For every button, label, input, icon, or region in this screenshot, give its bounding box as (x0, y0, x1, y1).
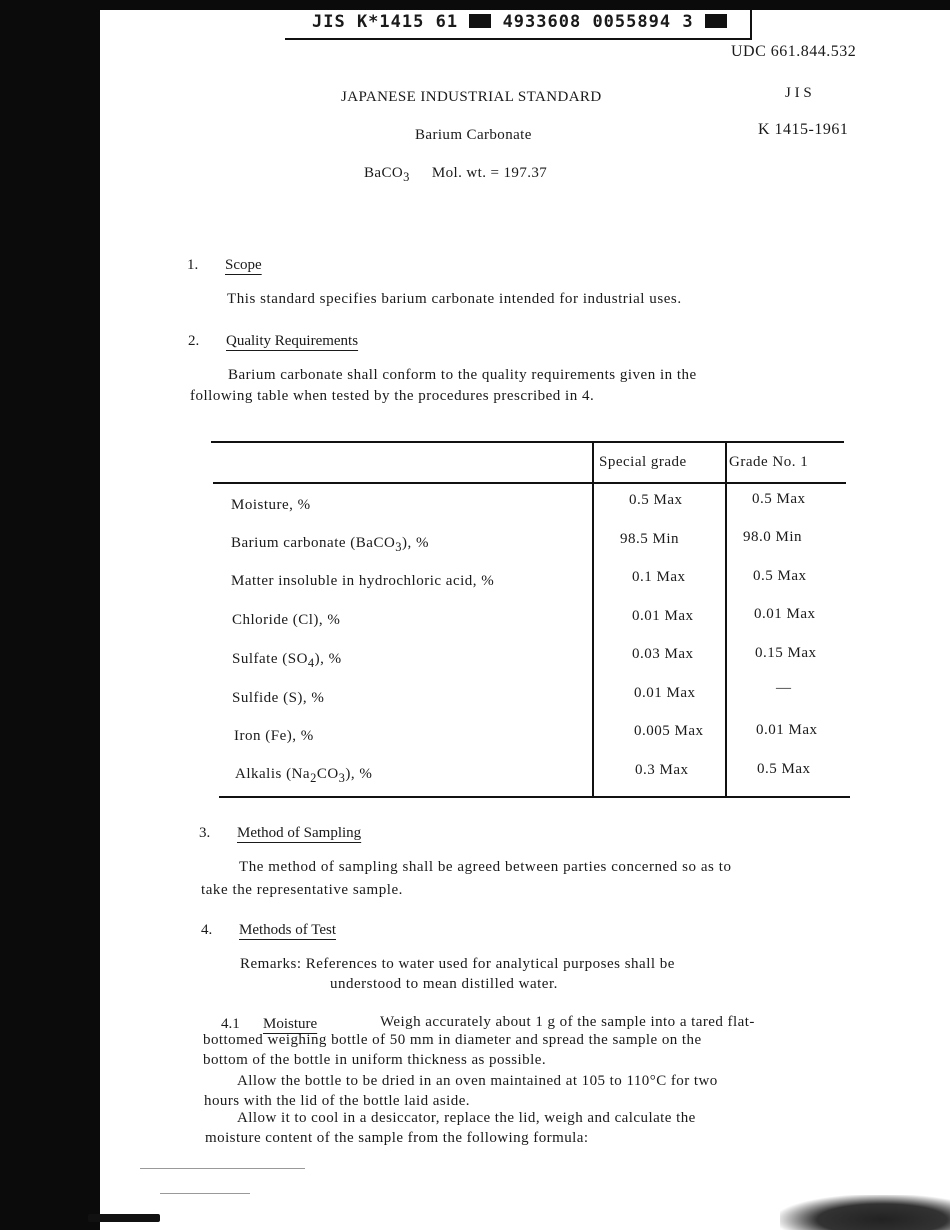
moisture-text-line: bottomed weighing bottle of 50 mm in diameter and spread the sample on the (203, 1032, 702, 1048)
quality-text-line: Barium carbonate shall conform to the quality requirements given in the (228, 367, 697, 383)
remarks-line: Remarks: References to water used for analytical purposes shall be (240, 956, 675, 972)
section-number: 4. (201, 922, 213, 938)
document-subtitle: Barium Carbonate (415, 127, 532, 143)
table-row-label: Alkalis $(Na_2CO_3)$, % (235, 766, 373, 785)
moisture-text-line: Weigh accurately about 1 g of the sample into a tared flat- (380, 1014, 755, 1030)
moisture-text-line: Allow it to cool in a desiccator, replace the lid, weigh and calculate the (237, 1110, 696, 1126)
table-cell-grade1: — (776, 680, 792, 696)
table-row-label: Barium carbonate (BaCO$_3$), % (231, 535, 430, 554)
formula-subscript: 3 (403, 170, 410, 184)
table-cell-grade1: 0.5 Max (757, 761, 811, 777)
table-divider (592, 441, 594, 796)
table-cell-special: 0.1 Max (632, 569, 686, 585)
table-cell-grade1: 0.5 Max (753, 568, 807, 584)
moisture-text-line: bottom of the bottle in uniform thickness as possible. (203, 1052, 547, 1068)
faint-scan-line (160, 1193, 250, 1194)
chemical-formula (364, 165, 547, 185)
scan-mark (88, 1214, 160, 1222)
udc-number: UDC 661.844.532 (731, 43, 857, 60)
scan-border-top (100, 0, 950, 10)
moisture-text-line: moisture content of the sample from the following formula: (205, 1130, 589, 1146)
header-code-prefix: JIS K*1415 61 (312, 12, 459, 32)
moisture-text-line: Allow the bottle to be dried in an oven maintained at 105 to 110°C for two (237, 1073, 718, 1089)
scan-smudge (780, 1195, 950, 1230)
scan-border-left (0, 0, 100, 1230)
formula-base: BaCO (364, 165, 404, 181)
table-divider (725, 441, 727, 796)
table-cell-special: 0.01 Max (632, 608, 694, 624)
jis-mark: J I S (785, 85, 812, 101)
header-code (312, 12, 752, 32)
redaction-block (705, 14, 727, 28)
document-title: JAPANESE INDUSTRIAL STANDARD (341, 89, 602, 105)
sampling-text-line: The method of sampling shall be agreed between parties concerned so as to (239, 859, 732, 875)
subsection-number: 4.1 (221, 1016, 240, 1032)
redaction-block (469, 14, 491, 28)
molecular-weight: Mol. wt. = 197.37 (431, 165, 548, 181)
section-heading-quality: Quality Requirements (226, 333, 359, 349)
table-cell-grade1: 98.0 Min (743, 529, 803, 545)
table-header-special: Special grade (599, 454, 687, 470)
section-number: 1. (187, 257, 199, 273)
table-rule-top (211, 441, 844, 443)
table-cell-grade1: 0.15 Max (755, 645, 817, 661)
table-cell-special: 0.3 Max (635, 762, 689, 778)
scan-border-corner (0, 1210, 80, 1230)
section-heading-scope: Scope (225, 257, 262, 273)
faint-scan-line (140, 1168, 305, 1169)
table-cell-special: 0.5 Max (629, 492, 683, 508)
remarks-line: understood to mean distilled water. (330, 976, 558, 992)
moisture-text-line: hours with the lid of the bottle laid aside. (204, 1093, 471, 1109)
table-row-label: Iron (Fe), % (234, 728, 314, 744)
table-row-label: Chloride (Cl), % (232, 612, 341, 628)
table-cell-grade1: 0.01 Max (754, 606, 816, 622)
header-code-middle: 4933608 0055894 3 (502, 12, 694, 32)
table-rule-bottom (219, 796, 850, 798)
quality-text-line: following table when tested by the procedures prescribed in 4. (190, 388, 595, 404)
table-cell-special: 0.005 Max (634, 723, 704, 739)
subsection-heading-moisture: Moisture (263, 1016, 318, 1032)
table-cell-special: 0.03 Max (632, 646, 694, 662)
standard-number: K 1415-1961 (758, 121, 849, 138)
table-cell-special: 0.01 Max (634, 685, 696, 701)
table-row-label: Sulfide (S), % (232, 690, 325, 706)
table-row-label: Sulfate $(SO_4)$, % (232, 651, 342, 670)
table-cell-grade1: 0.5 Max (752, 491, 806, 507)
table-rule-header (213, 482, 846, 484)
scope-text: This standard specifies barium carbonate intended for industrial uses. (227, 291, 682, 307)
section-number: 3. (199, 825, 211, 841)
sampling-text-line: take the representative sample. (201, 882, 403, 898)
table-row-label: Moisture, % (231, 497, 311, 513)
section-heading-test: Methods of Test (239, 922, 337, 938)
table-cell-special: 98.5 Min (620, 531, 680, 547)
section-heading-sampling: Method of Sampling (237, 825, 362, 841)
table-row-label: Matter insoluble in hydrochloric acid, % (231, 573, 495, 589)
table-header-grade1: Grade No. 1 (729, 454, 809, 470)
section-number: 2. (188, 333, 200, 349)
table-cell-grade1: 0.01 Max (756, 722, 818, 738)
